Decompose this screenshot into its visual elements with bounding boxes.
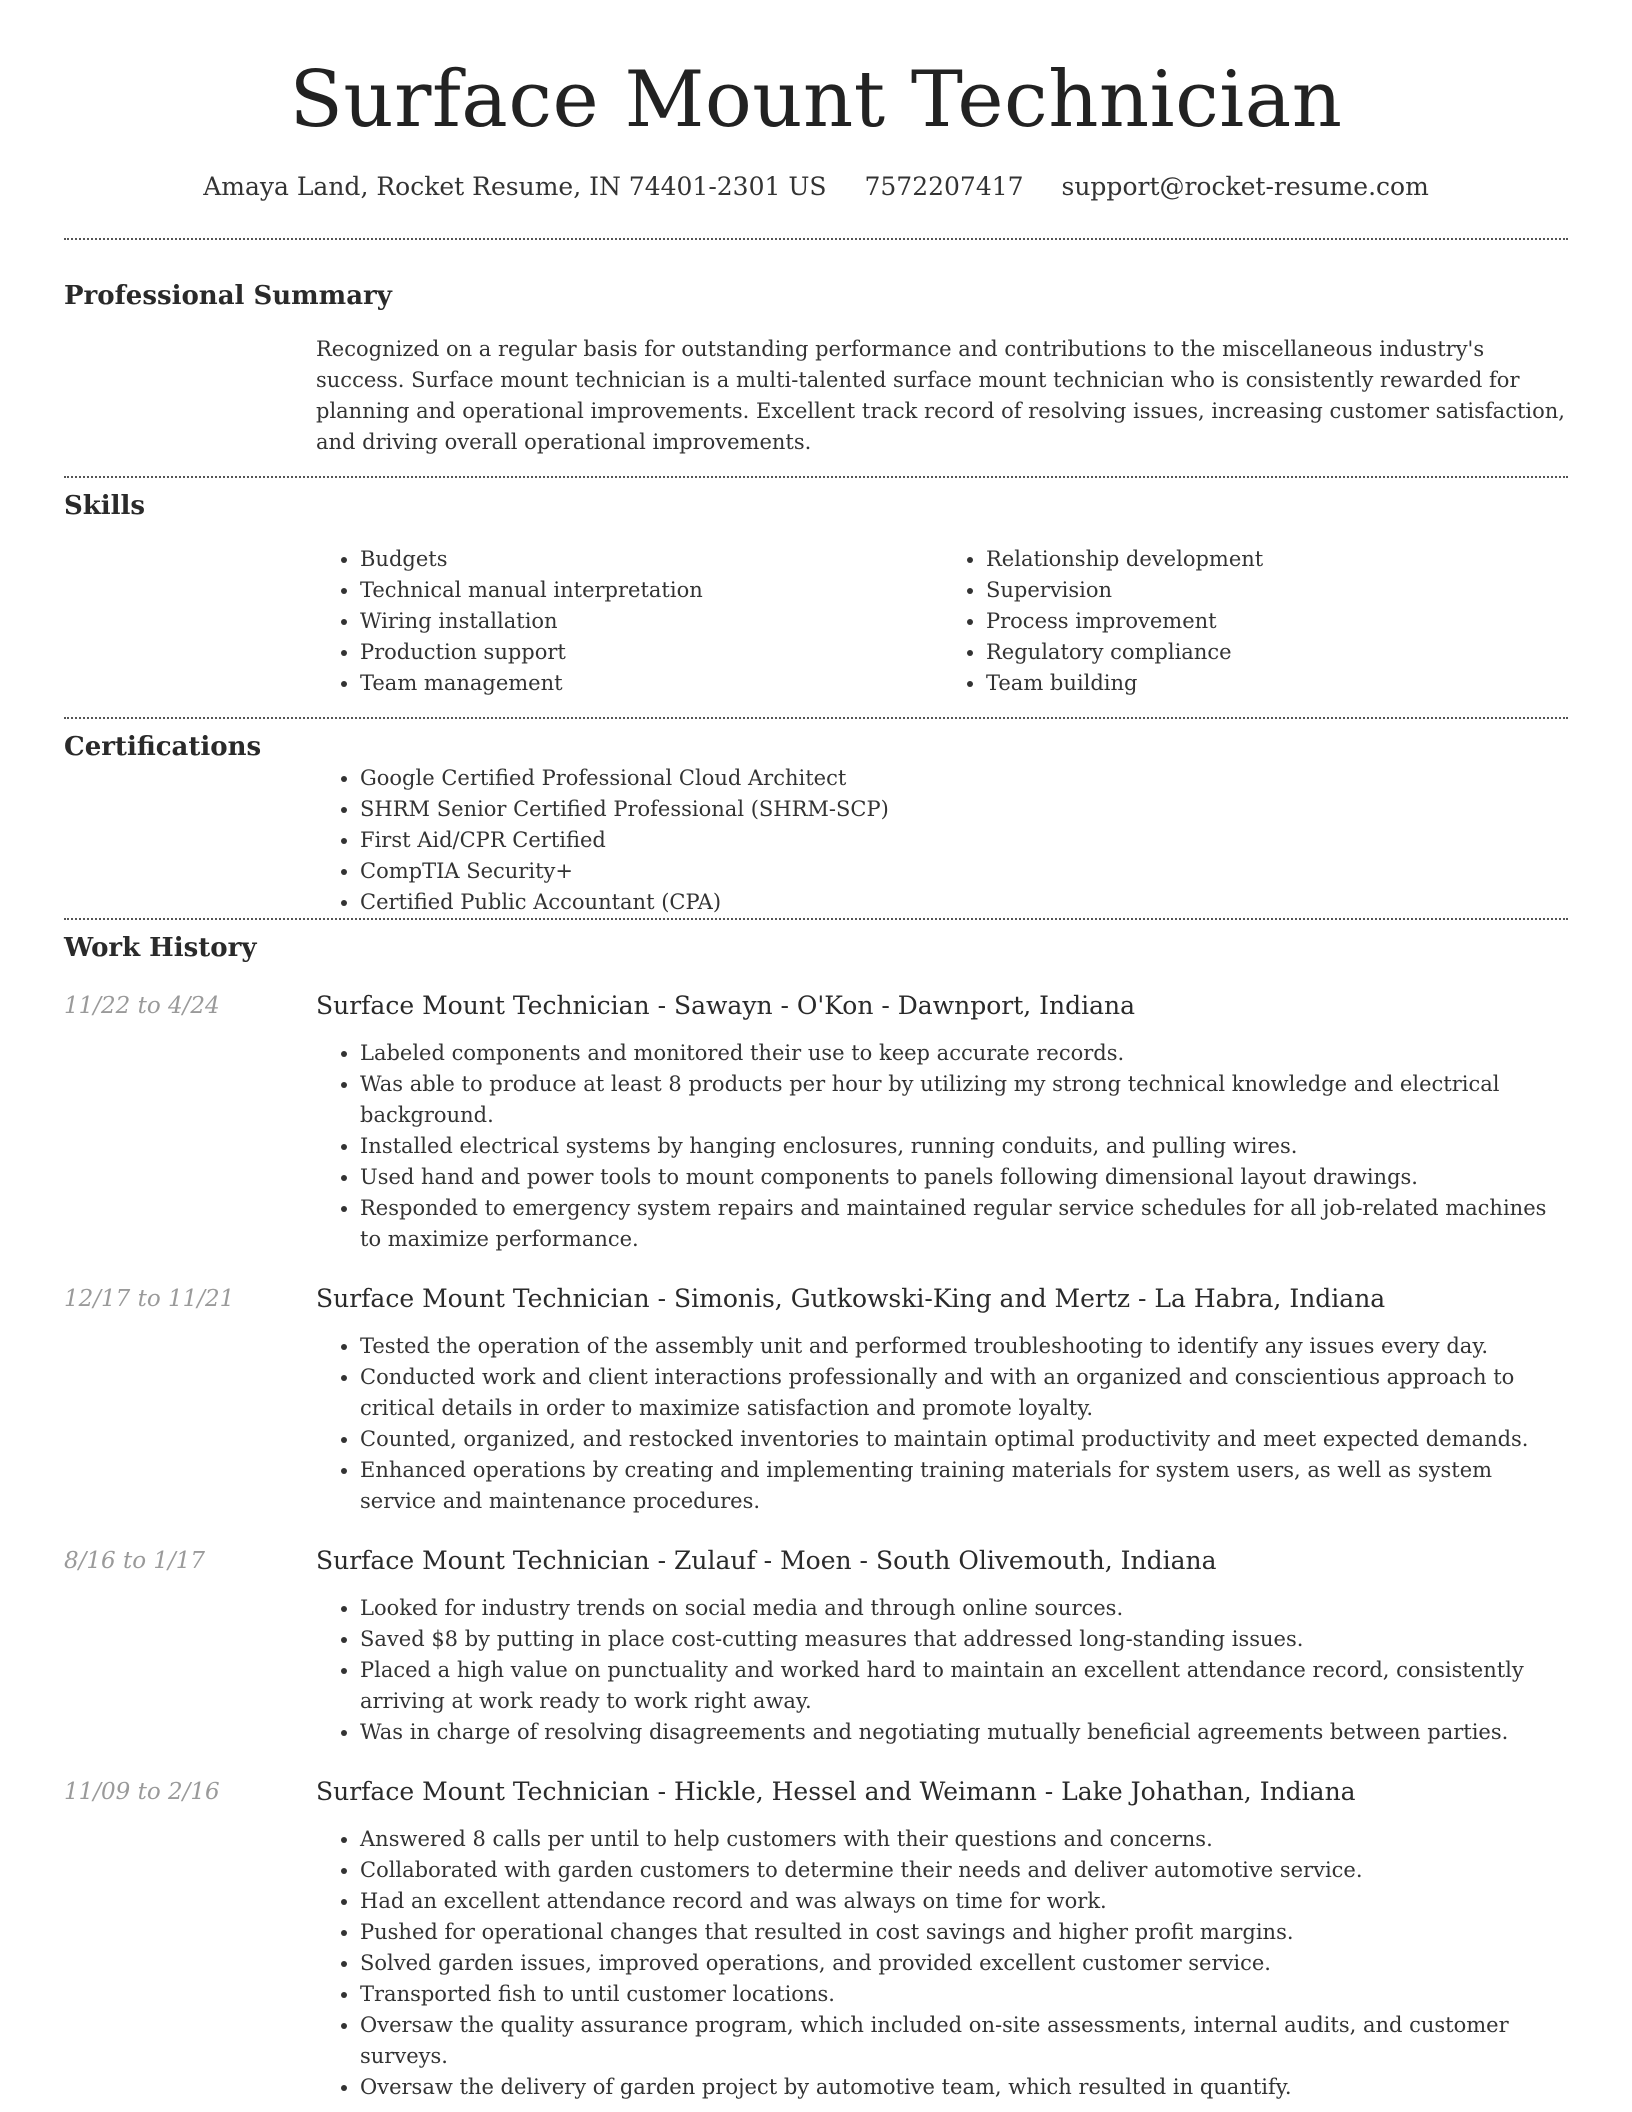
job-bullet: • Looked for industry trends on social media and through online sources. — [360, 1593, 1568, 1624]
job-bullets — [316, 1038, 1568, 1255]
job-heading: Surface Mount Technician - Hickle, Hessel and Weimann - Lake Johathan, Indiana — [316, 1777, 1356, 1806]
job-bullet: • Pushed for operational changes that resulted in cost savings and higher profit margins. — [360, 1917, 1568, 1948]
job-bullet: • Had an excellent attendance record and was always on time for work. — [360, 1886, 1568, 1917]
skill-item: • Production support — [360, 637, 942, 668]
job-bullet: • Was in charge of resolving disagreements and negotiating mutually beneficial agreements between parties. — [360, 1717, 1568, 1748]
certifications-section — [64, 719, 1568, 918]
job-bullet: • Enhanced operations by creating and implementing training materials for system users, as well as system service and maintenance procedures. — [360, 1455, 1568, 1517]
skill-item: • Team management — [360, 668, 942, 699]
certification-item: • First Aid/CPR Certified — [360, 825, 1568, 856]
work-history-section — [64, 920, 1568, 2103]
job-list — [64, 990, 1568, 2103]
job-bullet: • Oversaw the delivery of garden project by automotive team, which resulted in quantify. — [360, 2072, 1568, 2103]
skill-item: • Team building — [986, 668, 1568, 699]
job-entry — [64, 1545, 1568, 1748]
skill-item: • Budgets — [360, 544, 942, 575]
job-bullet: • Used hand and power tools to mount components to panels following dimensional layout drawings. — [360, 1162, 1568, 1193]
certifications-list — [316, 763, 1568, 918]
skill-item: • Relationship development — [986, 544, 1568, 575]
job-bullet: • Collaborated with garden customers to determine their needs and deliver automotive service. — [360, 1855, 1568, 1886]
work-history-heading: Work History — [64, 933, 257, 963]
job-bullet: • Tested the operation of the assembly unit and performed troubleshooting to identify any issues every day. — [360, 1331, 1568, 1362]
job-entry — [64, 1283, 1568, 1517]
job-bullet: • Solved garden issues, improved operations, and provided excellent customer service. — [360, 1948, 1568, 1979]
certification-item: • SHRM Senior Certified Professional (SHRM-SCP) — [360, 794, 1568, 825]
skills-heading: Skills — [64, 491, 146, 521]
job-heading: Surface Mount Technician - Sawayn - O'Kon - Dawnport, Indiana — [316, 991, 1136, 1020]
skill-item: • Process improvement — [986, 606, 1568, 637]
job-dates: 12/17 to 11/21 — [64, 1286, 235, 1312]
skill-item: • Technical manual interpretation — [360, 575, 942, 606]
summary-heading: Professional Summary — [64, 281, 392, 311]
skill-item: • Supervision — [986, 575, 1568, 606]
job-heading: Surface Mount Technician - Zulauf - Moen - South Olivemouth, Indiana — [316, 1546, 1217, 1575]
job-dates: 11/22 to 4/24 — [64, 993, 220, 1019]
job-bullets — [316, 1331, 1568, 1517]
job-bullet: • Was able to produce at least 8 products per hour by utilizing my strong technical knowledge and electrical background. — [360, 1069, 1568, 1131]
job-dates: 11/09 to 2/16 — [64, 1779, 220, 1805]
candidate-name: Surface Mount Technician — [289, 55, 1343, 145]
skills-column-left — [316, 544, 942, 699]
job-bullet: • Conducted work and client interactions professionally and with an organized and conscientious approach to critical details in order to maximize satisfaction and promote loyalty. — [360, 1362, 1568, 1424]
job-bullet: • Saved $8 by putting in place cost-cutting measures that addressed long-standing issues. — [360, 1624, 1568, 1655]
job-dates: 8/16 to 1/17 — [64, 1548, 206, 1574]
skill-item: • Wiring installation — [360, 606, 942, 637]
certification-item: • Google Certified Professional Cloud Architect — [360, 763, 1568, 794]
job-bullet: • Oversaw the quality assurance program, which included on-site assessments, internal audits, and customer surveys. — [360, 2010, 1568, 2072]
job-bullets — [316, 1824, 1568, 2103]
job-bullet: • Responded to emergency system repairs and maintained regular service schedules for all job-related machines to maximize performance. — [360, 1193, 1568, 1255]
job-bullet: • Placed a high value on punctuality and worked hard to maintain an excellent attendance record, consistently arriving at work ready to work right away. — [360, 1655, 1568, 1717]
job-entry — [64, 990, 1568, 1255]
skills-column-right — [942, 544, 1568, 699]
certifications-heading: Certifications — [64, 732, 262, 762]
certification-item: • Certified Public Accountant (CPA) — [360, 887, 1568, 918]
skills-grid — [316, 544, 1568, 699]
contact-line — [64, 170, 1568, 204]
summary-text: Recognized on a regular basis for outstanding performance and contributions to the miscellaneous industry's success. Surface mount technician is a multi-talented surface mount technician who is consistently rewarded for planning and operational improvements. Excellent track record of resolving issues, increasing customer satisfaction, and driving overall operational improvements. — [316, 337, 1565, 454]
job-bullet: • Answered 8 calls per until to help customers with their questions and concerns. — [360, 1824, 1568, 1855]
certification-item: • CompTIA Security+ — [360, 856, 1568, 887]
contact-phone: 7572207417 — [864, 172, 1024, 201]
skills-section — [64, 478, 1568, 699]
job-heading: Surface Mount Technician - Simonis, Gutkowski-King and Mertz - La Habra, Indiana — [316, 1284, 1386, 1313]
contact-email: support@rocket-resume.com — [1061, 172, 1429, 201]
job-bullets — [316, 1593, 1568, 1748]
job-bullet: • Counted, organized, and restocked inventories to maintain optimal productivity and meet expected demands. — [360, 1424, 1568, 1455]
summary-section — [64, 240, 1568, 458]
job-bullet: • Installed electrical systems by hanging enclosures, running conduits, and pulling wires. — [360, 1131, 1568, 1162]
job-bullet: • Labeled components and monitored their use to keep accurate records. — [360, 1038, 1568, 1069]
skill-item: • Regulatory compliance — [986, 637, 1568, 668]
contact-address: Amaya Land, Rocket Resume, IN 74401-2301 US — [203, 172, 827, 201]
job-bullet: • Transported fish to until customer locations. — [360, 1979, 1568, 2010]
job-entry — [64, 1776, 1568, 2103]
